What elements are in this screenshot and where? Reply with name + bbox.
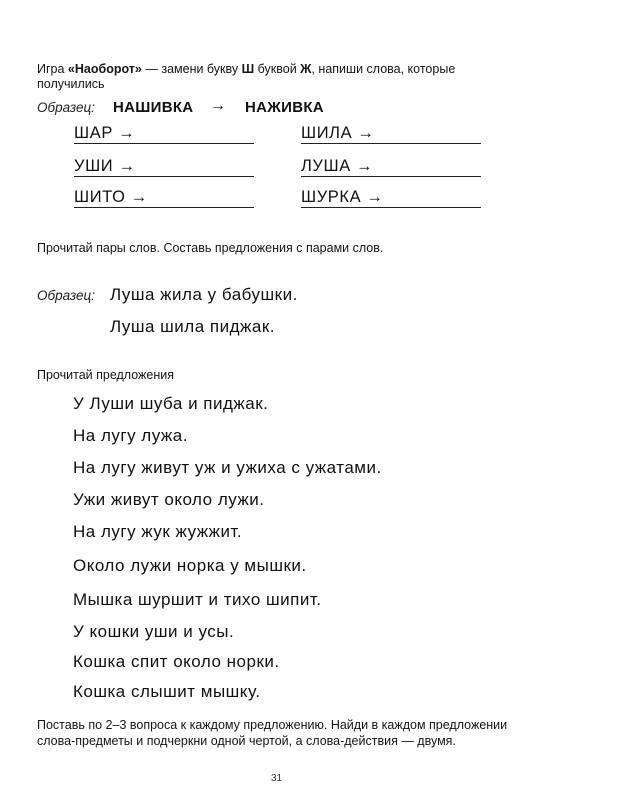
task4-instruction-line1: Поставь по 2–3 вопроса к каждому предложению. Найди в каждом предложении xyxy=(37,718,508,732)
answer-line[interactable] xyxy=(74,143,254,144)
word-item: ШАР → xyxy=(74,124,136,142)
task1-suffix: , напиши слова, которые xyxy=(311,62,456,76)
sample-arrow: → xyxy=(210,97,226,114)
reading-sentence: У кошки уши и усы. xyxy=(73,622,235,641)
page-number: 31 xyxy=(271,773,283,784)
word-item: ЛУША → xyxy=(301,157,374,175)
letter-to: Ж xyxy=(300,62,312,76)
answer-line[interactable] xyxy=(301,176,481,177)
reading-sentence: На лугу жук жужжит. xyxy=(73,522,243,541)
sample-word: НАШИВКА xyxy=(113,99,194,116)
answer-line[interactable] xyxy=(301,207,481,208)
reading-sentence: Мышка шуршит и тихо шипит. xyxy=(73,590,322,609)
task3-instruction: Прочитай предложения xyxy=(37,368,175,382)
reading-sentence: На лугу лужа. xyxy=(73,426,188,445)
reading-sentence: Кошка спит около норки. xyxy=(73,652,280,671)
task1-instruction-line2: получились xyxy=(37,77,105,91)
answer-line[interactable] xyxy=(301,143,481,144)
task1-mid1: — замени букву xyxy=(141,62,242,76)
task1-mid2: буквой xyxy=(254,62,301,76)
reading-sentence: Около лужи норка у мышки. xyxy=(73,556,307,575)
word-item: УШИ → xyxy=(74,157,136,175)
reading-sentence: У Луши шуба и пиджак. xyxy=(73,394,269,413)
game-name: «Наоборот» xyxy=(67,62,142,76)
task2-sample-label: Образец: xyxy=(37,288,95,303)
letter-from: Ш xyxy=(241,62,255,76)
example-sentence: Луша шила пиджак. xyxy=(110,317,276,336)
task1-prefix: Игра xyxy=(37,62,68,76)
word-item: ШИЛА → xyxy=(301,124,375,142)
task2-instruction: Прочитай пары слов. Составь предложения с парами слов. xyxy=(37,241,384,255)
reading-sentence: На лугу живут уж и ужиха с ужатами. xyxy=(73,458,382,477)
word-item: ШУРКА → xyxy=(301,188,384,206)
reading-sentence: Ужи живут около лужи. xyxy=(73,490,265,509)
answer-line[interactable] xyxy=(74,176,254,177)
word-item: ШИТО → xyxy=(74,188,148,206)
sample-result: НАЖИВКА xyxy=(245,99,324,116)
sample-label: Образец: xyxy=(37,100,95,115)
answer-line[interactable] xyxy=(74,207,254,208)
task4-instruction-line2: слова-предметы и подчеркни одной чертой, а слова-действия — двумя. xyxy=(37,734,456,748)
example-sentence: Луша жила у бабушки. xyxy=(110,285,298,304)
reading-sentence: Кошка слышит мышку. xyxy=(73,682,261,701)
task1-instruction xyxy=(37,62,455,76)
